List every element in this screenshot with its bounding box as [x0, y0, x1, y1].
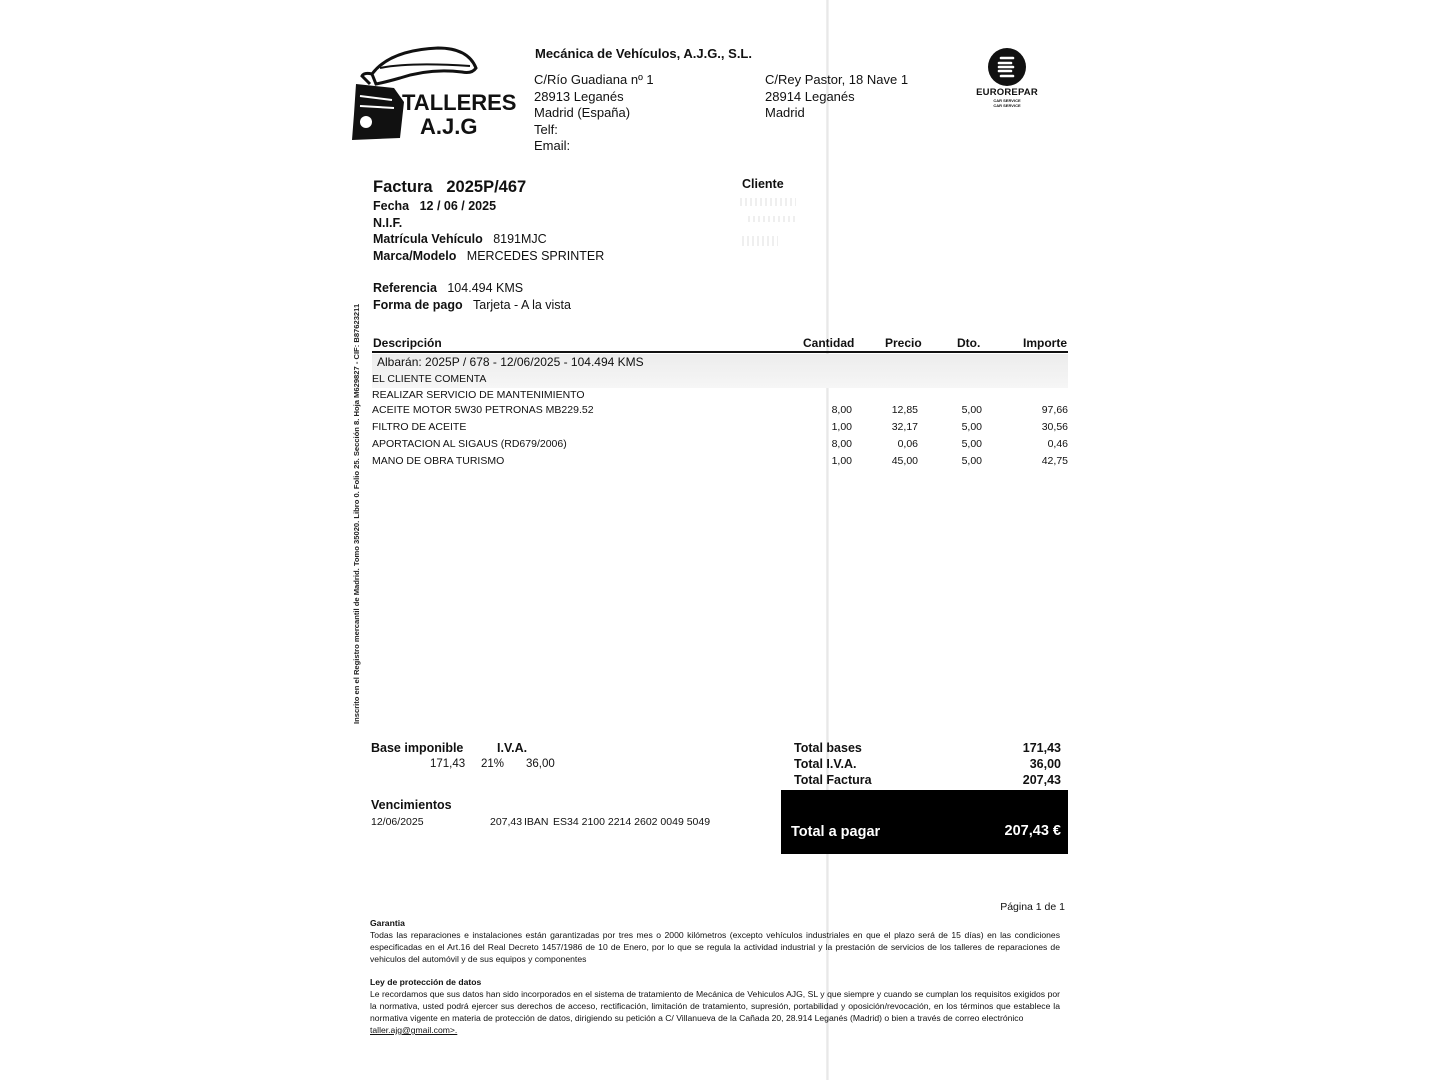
- column-header-description: Descripción: [373, 336, 442, 350]
- table-row: [372, 421, 1068, 437]
- row-discount: 5,00: [961, 421, 982, 433]
- row-description: APORTACION AL SIGAUS (RD679/2006): [372, 438, 567, 450]
- privacy-title: Ley de protección de datos: [370, 977, 482, 987]
- row-discount: 5,00: [961, 455, 982, 467]
- row-quantity: 1,00: [831, 455, 852, 467]
- nif-label: N.I.F.: [373, 215, 403, 230]
- reference-value: 104.494 KMS: [447, 281, 524, 295]
- due-date: 12/06/2025: [371, 816, 424, 828]
- model-label: Marca/Modelo: [373, 248, 457, 263]
- row-discount: 5,00: [961, 438, 982, 450]
- invoice-number: 2025P/467: [446, 178, 527, 196]
- total-invoice-value: 207,43: [1022, 773, 1061, 787]
- table-row: [372, 455, 1068, 471]
- row-description: ACEITE MOTOR 5W30 PETRONAS MB229.52: [372, 404, 594, 416]
- payment-method: Tarjeta - A la vista: [473, 297, 571, 312]
- row-description: REALIZAR SERVICIO DE MANTENIMIENTO: [372, 389, 585, 401]
- address-line: 28914 Leganés: [765, 88, 855, 104]
- registry-note: Inscrito en el Registro mercantil de Madrid. Tomo 35020. Libro 0. Folio 25. Sección 8. Hoja M629827 - CIF: B87623211: [352, 303, 361, 724]
- row-description: FILTRO DE ACEITE: [372, 421, 467, 433]
- row-amount: 42,75: [1041, 455, 1068, 467]
- total-to-pay-box: [781, 790, 1068, 854]
- client-label: Cliente: [742, 177, 784, 191]
- total-iva-label: Total I.V.A.: [794, 757, 857, 771]
- invoice-date: 12 / 06 / 2025: [419, 199, 497, 213]
- eurorepar-logo: [972, 48, 1042, 108]
- base-value: 171,43: [430, 758, 466, 770]
- company-address-1: [534, 72, 654, 155]
- eurorepar-name: EUROREPAR: [976, 87, 1038, 98]
- row-quantity: 8,00: [831, 438, 852, 450]
- address-line: C/Rey Pastor, 18 Nave 1: [765, 72, 909, 87]
- column-header-quantity: Cantidad: [803, 336, 855, 350]
- total-bases-label: Total bases: [794, 741, 862, 755]
- reference-label: Referencia: [373, 281, 437, 295]
- table-row: [372, 404, 1068, 420]
- invoice-title-label: Factura: [373, 178, 433, 196]
- plate-label: Matrícula Vehículo: [373, 232, 483, 246]
- due-label: Vencimientos: [371, 798, 452, 812]
- eurorepar-sub: CAR SERVICE: [993, 103, 1021, 108]
- warranty-text: Todas las reparaciones e instalaciones están garantizadas por tres mes o 2000 kilómetros (excepto vehículos industriales en que el plazo será de 15 días) en las condiciones especificadas en el Art.16 del Real Decreto 1457/1986 de 10 de Enero, por lo que se regula la actividad industrial y la prestación de servicios de los talleres de reparaciones de vehiculos del automóvil y de sus equipos y componentes: [370, 930, 1060, 964]
- table-row: [372, 389, 1068, 405]
- total-iva-value: 36,00: [1029, 757, 1061, 771]
- column-header-price: Precio: [885, 336, 922, 350]
- address-line: Email:: [534, 138, 571, 153]
- table-row: [372, 438, 1068, 454]
- privacy-email-link[interactable]: taller.ajg@gmail.com>.: [370, 1025, 458, 1035]
- vehicle-plate: 8191MJC: [493, 232, 547, 246]
- warranty-section: [370, 917, 1060, 965]
- total-bases-value: 171,43: [1022, 741, 1061, 755]
- albaran-line: Albarán: 2025P / 678 - 12/06/2025 - 104.494 KMS: [377, 355, 644, 369]
- iban-label: IBAN: [524, 816, 549, 828]
- company-logo: [350, 44, 517, 144]
- row-description: EL CLIENTE COMENTA: [372, 373, 487, 385]
- row-description: MANO DE OBRA TURISMO: [372, 455, 505, 467]
- client-redacted: [748, 216, 796, 222]
- row-quantity: 8,00: [831, 404, 852, 416]
- row-price: 45,00: [891, 455, 918, 467]
- iva-rate: 21%: [481, 758, 505, 770]
- total-to-pay-label: Total a pagar: [791, 824, 881, 840]
- page-number: Página 1 de 1: [1000, 901, 1065, 913]
- eurorepar-emblem-icon: [988, 48, 1026, 86]
- column-header-discount: Dto.: [957, 336, 981, 350]
- logo-line-1: TALLERES: [402, 90, 517, 115]
- privacy-text: Le recordamos que sus datos han sido incorporados en el sistema de tratamiento de Mecánica de Vehiculos AJG, SL y que siempre y cuando se cumplan los requisitos exigidos por la normativa, usted podrá ejercer sus derechos de acceso, rectificación, limitación de tratamiento, supresión, portabilidad y oposición/revocación, en los términos que establece la normativa vigente en materia de protección de datos, dirigiendo su petición a C/ Villanueva de la Cañada 20, 28.914 Leganés (Madrid) o bien a través de correo electrónico: [370, 989, 1060, 1023]
- warranty-title: Garantia: [370, 918, 405, 928]
- iban-value: ES34 2100 2214 2602 0049 5049: [553, 816, 711, 828]
- address-line: C/Río Guadiana nº 1: [534, 72, 654, 87]
- iva-label: I.V.A.: [497, 741, 528, 755]
- address-line: Madrid: [765, 105, 805, 120]
- company-name: Mecánica de Vehículos, A.J.G., S.L.: [535, 46, 752, 61]
- base-label: Base imponible: [371, 741, 464, 755]
- address-line: Madrid (España): [534, 105, 631, 120]
- row-price: 12,85: [891, 404, 918, 416]
- column-header-amount: Importe: [1023, 336, 1068, 350]
- table-header-rule: [372, 351, 1068, 353]
- row-quantity: 1,00: [831, 421, 852, 433]
- logo-line-2: A.J.G: [420, 114, 478, 139]
- row-amount: 0,46: [1047, 438, 1068, 450]
- invoice-details: [373, 198, 604, 313]
- row-discount: 5,00: [961, 404, 982, 416]
- privacy-section: [370, 976, 1060, 1036]
- company-address-2: [765, 72, 908, 122]
- iva-value: 36,00: [526, 758, 555, 770]
- client-redacted: [740, 198, 796, 206]
- table-row: [372, 373, 1068, 389]
- date-label: Fecha: [373, 199, 410, 213]
- payment-label: Forma de pago: [373, 297, 463, 312]
- due-amount: 207,43: [490, 816, 523, 828]
- invoice-title: [373, 178, 526, 197]
- vehicle-model: MERCEDES SPRINTER: [466, 248, 605, 263]
- row-amount: 97,66: [1041, 404, 1068, 416]
- address-line: Telf:: [534, 121, 558, 137]
- row-amount: 30,56: [1041, 421, 1068, 433]
- row-price: 32,17: [891, 421, 918, 433]
- client-redacted: [742, 236, 778, 246]
- total-invoice-label: Total Factura: [794, 773, 872, 787]
- eurorepar-sub: CAR SERVICE: [993, 98, 1021, 103]
- address-line: 28913 Leganés: [534, 88, 624, 104]
- row-price: 0,06: [897, 438, 918, 450]
- total-to-pay-value: 207,43 €: [1004, 823, 1061, 839]
